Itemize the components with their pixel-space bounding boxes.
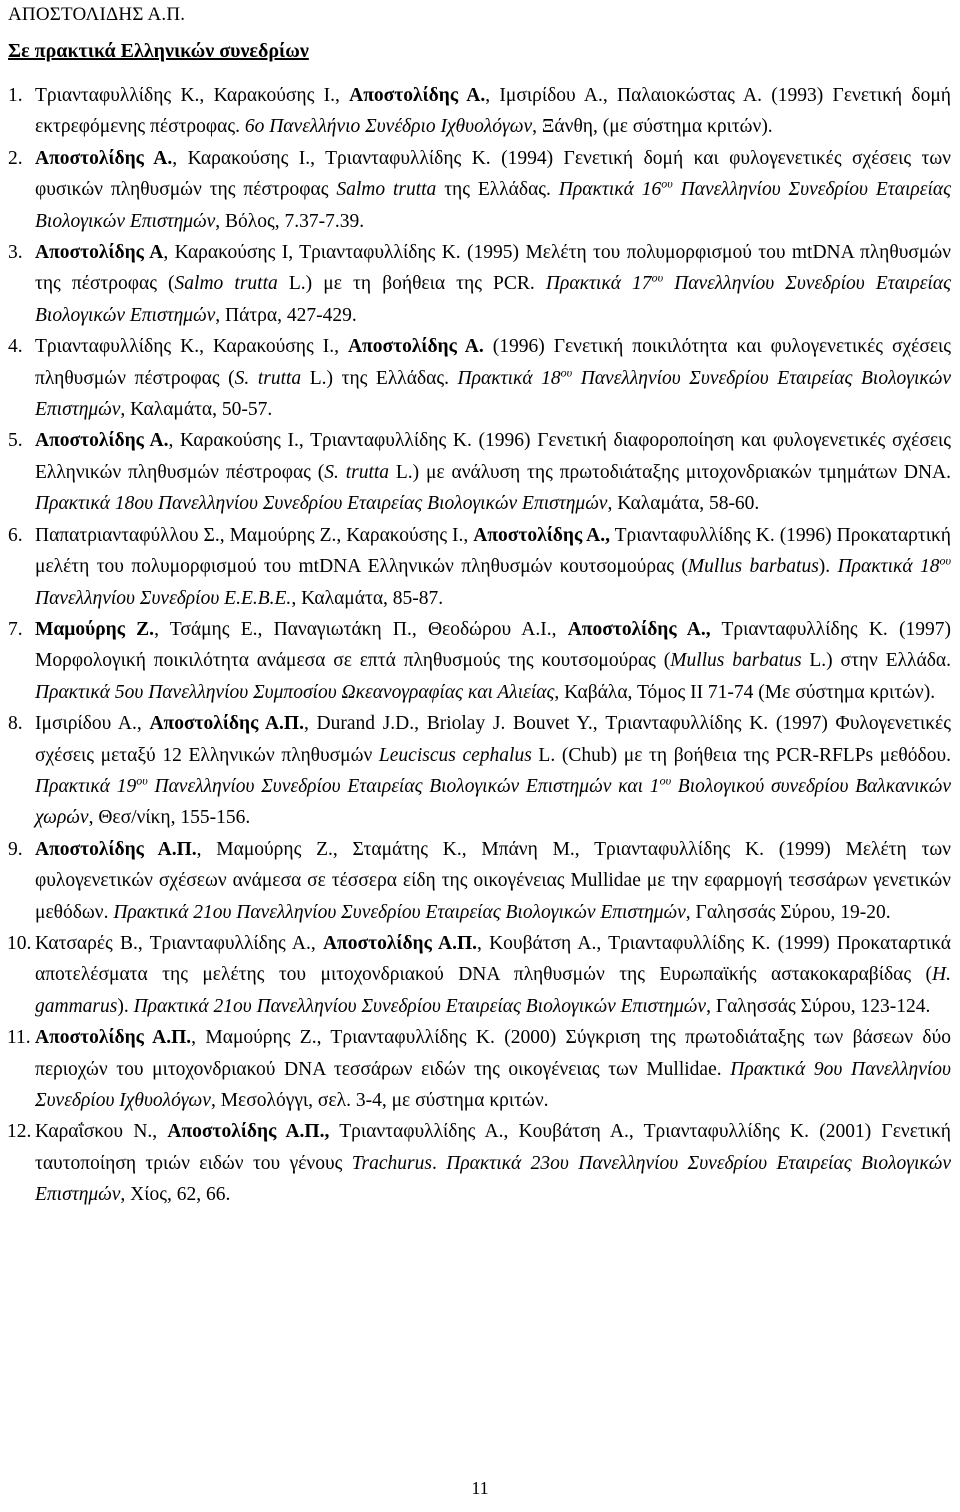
reference-text: , Τσάμης Ε., Παναγιωτάκη Π., Θεοδώρου Α.Ι.,: [154, 618, 568, 640]
reference-list: [0, 80, 960, 1211]
reference-item: [0, 834, 960, 928]
reference-italic-text: Πρακτικά 18: [457, 367, 561, 389]
reference-italic-text: Πρακτικά 17: [545, 273, 652, 295]
reference-number: 1.: [8, 85, 23, 106]
reference-item: [0, 614, 960, 708]
reference-italic-text: Πρακτικά 9ου Πανελληνίου Συνεδρίου Ιχθυολόγων: [35, 1058, 951, 1111]
reference-text: ).: [818, 556, 838, 578]
reference-author-highlight: Μαμούρης Ζ.: [35, 618, 155, 640]
reference-text: , Καρακούσης Ι., Τριανταφυλλίδης Κ. (1994) Γενετική δομή και φυλογενετικές σχέσεις των φυσικών πληθυσμών της πέστροφας: [35, 147, 951, 201]
reference-italic-text: Πρακτικά 18: [837, 556, 940, 578]
reference-italic-text: Πρακτικά 23ου Πανελληνίου Συνεδρίου Εταιρείας Βιολογικών Επιστημών: [35, 1152, 952, 1206]
reference-superscript: ου: [560, 365, 573, 380]
reference-item: [0, 708, 960, 834]
reference-text: , Καρακούσης Ι., Τριανταφυλλίδης Κ. (1996) Γενετική διαφοροποίηση και φυλογενετικές σχέσεις Ελληνικών πληθυσμών πέστροφας (: [35, 430, 951, 483]
reference-number: 11.: [7, 1027, 31, 1049]
reference-text: Κατσαρές Β., Τριανταφυλλίδης Α.,: [35, 932, 323, 954]
section-title: Σε πρακτικά Ελληνικών συνεδρίων: [8, 40, 309, 62]
reference-italic-text: Leuciscus cephalus: [378, 744, 532, 766]
reference-text: , Καρακούσης Ι, Τριανταφυλλίδης Κ. (1995) Μελέτη του πολυμορφισμού του mtDNA πληθυσμών της πέστροφας (: [35, 242, 951, 295]
reference-item: [0, 520, 960, 614]
reference-author-highlight: Αποστολίδης Α.Π.: [149, 713, 304, 735]
reference-text: , Θεσ/νίκη, 155-156.: [88, 807, 251, 829]
reference-item: [0, 237, 960, 331]
reference-text: , Καβάλα, Τόμος ΙΙ 71-74 (Με σύστημα κριτών).: [554, 681, 936, 703]
reference-text: , Πάτρα, 427-429.: [215, 304, 357, 326]
reference-text: , Durand J.D., Briolay J. Bouvet Y., Τριανταφυλλίδης Κ. (1997) Φυλογενετικές σχέσεις μεταξύ 12 Ελληνικών πληθυσμών: [35, 713, 951, 766]
reference-text: L.) στην Ελλάδα.: [801, 650, 951, 672]
reference-text: , Μαμούρης Ζ., Σταμάτης Κ., Μπάνη Μ., Τριανταφυλλίδης Κ. (1999) Μελέτη των φυλογενετικών σχέσεων ανάμεσα σε τέσσερα είδη της οικογένειας Mullidae με την εφαρμογή τεσσάρων γενετικών μεθόδων.: [35, 838, 951, 923]
reference-text: , Ιμσιρίδου Α., Παλαιοκώστας Α. (1993) Γενετική δομή εκτρεφόμενης πέστροφας.: [35, 85, 952, 138]
page-number: 11: [471, 1478, 489, 1498]
reference-italic-text: Πανελληνίου Συνεδρίου Εταιρείας Βιολογικών Επιστημών: [35, 367, 952, 421]
reference-text: Τριανταφυλλίδης Κ., Καρακούσης Ι.,: [35, 85, 350, 106]
reference-text: .: [431, 1152, 447, 1174]
reference-author-highlight: Αποστολίδης Α.Π.: [35, 1027, 192, 1049]
reference-text: (1996) Γενετική ποικιλότητα και φυλογενετικές σχέσεις πληθυσμών πέστροφας (: [35, 336, 951, 389]
reference-text: ).: [117, 995, 134, 1017]
reference-italic-text: Πανελληνίου Συνεδρίου Εταιρείας Βιολογικών Επιστημών: [35, 179, 952, 232]
reference-item: [0, 1022, 960, 1116]
reference-text: , Μαμούρης Ζ., Τριανταφυλλίδης Κ. (2000) Σύγκριση της πρωτοδιάταξης των βάσεων δύο περιοχών του μιτοχονδριακού DNA τεσσάρων ειδών της οικογένειας των Mullidae.: [35, 1027, 951, 1080]
reference-superscript: ου: [939, 553, 951, 568]
reference-text: Τριανταφυλλίδης Κ. (1997) Μορφολογική ποικιλότητα ανάμεσα σε επτά πληθυσμούς της κουτσομούρας (: [35, 618, 951, 672]
reference-text: , Καλαμάτα, 58-60.: [607, 493, 760, 515]
reference-author-highlight: Αποστολίδης Α.: [349, 85, 486, 106]
reference-italic-text: Πρακτικά 19: [35, 775, 137, 797]
reference-number: 8.: [8, 713, 23, 735]
reference-text: , Καλαμάτα, 85-87.: [291, 587, 444, 609]
reference-superscript: ου: [136, 773, 148, 788]
reference-italic-text: Βιολογικού συνεδρίου Βαλκανικών χωρών: [35, 775, 952, 829]
reference-superscript: ου: [661, 176, 673, 191]
reference-italic-text: Salmo trutta: [174, 273, 278, 295]
reference-text: , Γαλησσάς Σύρου, 123-124.: [706, 995, 931, 1017]
reference-text: , Κουβάτση Α., Τριανταφυλλίδης Κ. (1999) Προκαταρτικά αποτελέσματα της μελέτης του μιτοχονδριακού DNA πληθυσμών της Ευρωπαϊκής αστακοκαραβίδας (: [35, 932, 951, 986]
reference-text: L.) της Ελλάδας.: [301, 367, 458, 389]
reference-number: 9.: [8, 838, 23, 860]
reference-number: 4.: [8, 336, 23, 358]
reference-italic-text: H. gammarus: [35, 964, 951, 1017]
reference-text: L.) με ανάλυση της πρωτοδιάταξης μιτοχονδριακών τμημάτων DNA.: [389, 461, 952, 483]
reference-author-highlight: Αποστολίδης Α.: [35, 147, 173, 169]
reference-text: , Βόλος, 7.37-7.39.: [215, 210, 365, 232]
reference-italic-text: Πρακτικά 21ου Πανελληνίου Συνεδρίου Εταιρείας Βιολογικών Επιστημών: [133, 995, 707, 1017]
reference-text: Καραΐσκου Ν.,: [35, 1121, 168, 1143]
reference-italic-text: S. trutta: [324, 461, 390, 483]
reference-text: , Καλαμάτα, 50-57.: [120, 399, 273, 421]
reference-item: [0, 331, 960, 425]
reference-text: , Ξάνθη, (με σύστημα κριτών).: [532, 116, 773, 138]
reference-item: [0, 80, 960, 143]
reference-text: Παπατριανταφύλλου Σ., Μαμούρης Ζ., Καρακούσης Ι.,: [35, 524, 474, 546]
reference-text: L.) με τη βοήθεια της PCR.: [277, 273, 546, 295]
reference-superscript: ου: [659, 773, 672, 788]
reference-author-highlight: Αποστολίδης Α.: [347, 336, 484, 358]
reference-item: [0, 1116, 960, 1210]
reference-italic-text: Mullus barbatus: [687, 556, 819, 578]
reference-number: 2.: [8, 147, 23, 169]
reference-item: [0, 928, 960, 1022]
reference-text: Ιμσιρίδου Α.,: [35, 713, 150, 735]
reference-author-highlight: Αποστολίδης Α.Π.: [35, 838, 197, 860]
reference-number: 3.: [8, 242, 23, 264]
reference-text: της Ελλάδας.: [436, 179, 559, 201]
reference-text: , Μεσολόγγι, σελ. 3-4, με σύστημα κριτών.: [210, 1090, 549, 1111]
reference-author-highlight: Αποστολίδης Α: [35, 242, 164, 264]
reference-author-highlight: Αποστολίδης Α.,: [473, 524, 610, 546]
reference-superscript: ου: [651, 270, 664, 285]
reference-italic-text: Salmo trutta: [336, 179, 437, 201]
reference-item: [0, 425, 960, 519]
reference-text: , Γαλησσάς Σύρου, 19-20.: [685, 901, 891, 923]
reference-number: 6.: [8, 524, 23, 546]
reference-text: , Χίος, 62, 66.: [120, 1184, 231, 1206]
reference-italic-text: S. trutta: [234, 367, 302, 389]
reference-number: 5.: [8, 430, 23, 452]
reference-italic-text: Πρακτικά 18ου Πανελληνίου Συνεδρίου Εταιρείας Βιολογικών Επιστημών: [35, 493, 608, 515]
reference-number: 12.: [7, 1121, 32, 1143]
reference-text: Τριανταφυλλίδης Κ. (1996) Προκαταρτική μελέτη του πολυμορφισμού του mtDNA Ελληνικών πληθυσμών κουτσομούρας (: [35, 524, 951, 578]
reference-italic-text: Πρακτικά 16: [558, 179, 662, 201]
reference-text: Τριανταφυλλίδης Α., Κουβάτση Α., Τριανταφυλλίδης Κ. (2001) Γενετική ταυτοποίηση τριών ειδών του γένους: [35, 1121, 951, 1174]
reference-italic-text: Πανελληνίου Συνεδρίου Ε.Ε.Β.Ε.: [35, 587, 292, 609]
reference-italic-text: 6ο Πανελλήνιο Συνέδριο Ιχθυολόγων: [244, 116, 533, 138]
reference-author-highlight: Αποστολίδης Α.Π.: [322, 932, 477, 954]
reference-number: 7.: [8, 618, 23, 640]
reference-author-highlight: Αποστολίδης Α.,: [567, 618, 711, 640]
reference-italic-text: Πρακτικά 21ου Πανελληνίου Συνεδρίου Εταιρείας Βιολογικών Επιστημών: [113, 901, 686, 923]
reference-italic-text: Πρακτικά 5ου Πανελληνίου Συμποσίου Ωκεανογραφίας και Αλιείας: [35, 681, 555, 703]
reference-text: Τριανταφυλλίδης Κ., Καρακούσης Ι.,: [35, 336, 348, 358]
reference-text: L. (Chub) με τη βοήθεια της PCR-RFLPs μεθόδου.: [531, 744, 951, 766]
reference-italic-text: Trachurus: [351, 1152, 432, 1174]
page-header-author: ΑΠΟΣΤΟΛΙΔΗΣ Α.Π.: [8, 4, 186, 25]
reference-item: [0, 143, 960, 237]
reference-number: 10.: [7, 932, 32, 954]
reference-italic-text: Mullus barbatus: [670, 650, 802, 672]
reference-italic-text: Πανελληνίου Συνεδρίου Εταιρείας Βιολογικών Επιστημών: [35, 273, 951, 326]
reference-italic-text: Πανελληνίου Συνεδρίου Εταιρείας Βιολογικών Επιστημών και 1: [147, 775, 660, 797]
reference-author-highlight: Αποστολίδης Α.Π.,: [167, 1121, 330, 1143]
reference-author-highlight: Αποστολίδης Α.: [35, 430, 169, 452]
